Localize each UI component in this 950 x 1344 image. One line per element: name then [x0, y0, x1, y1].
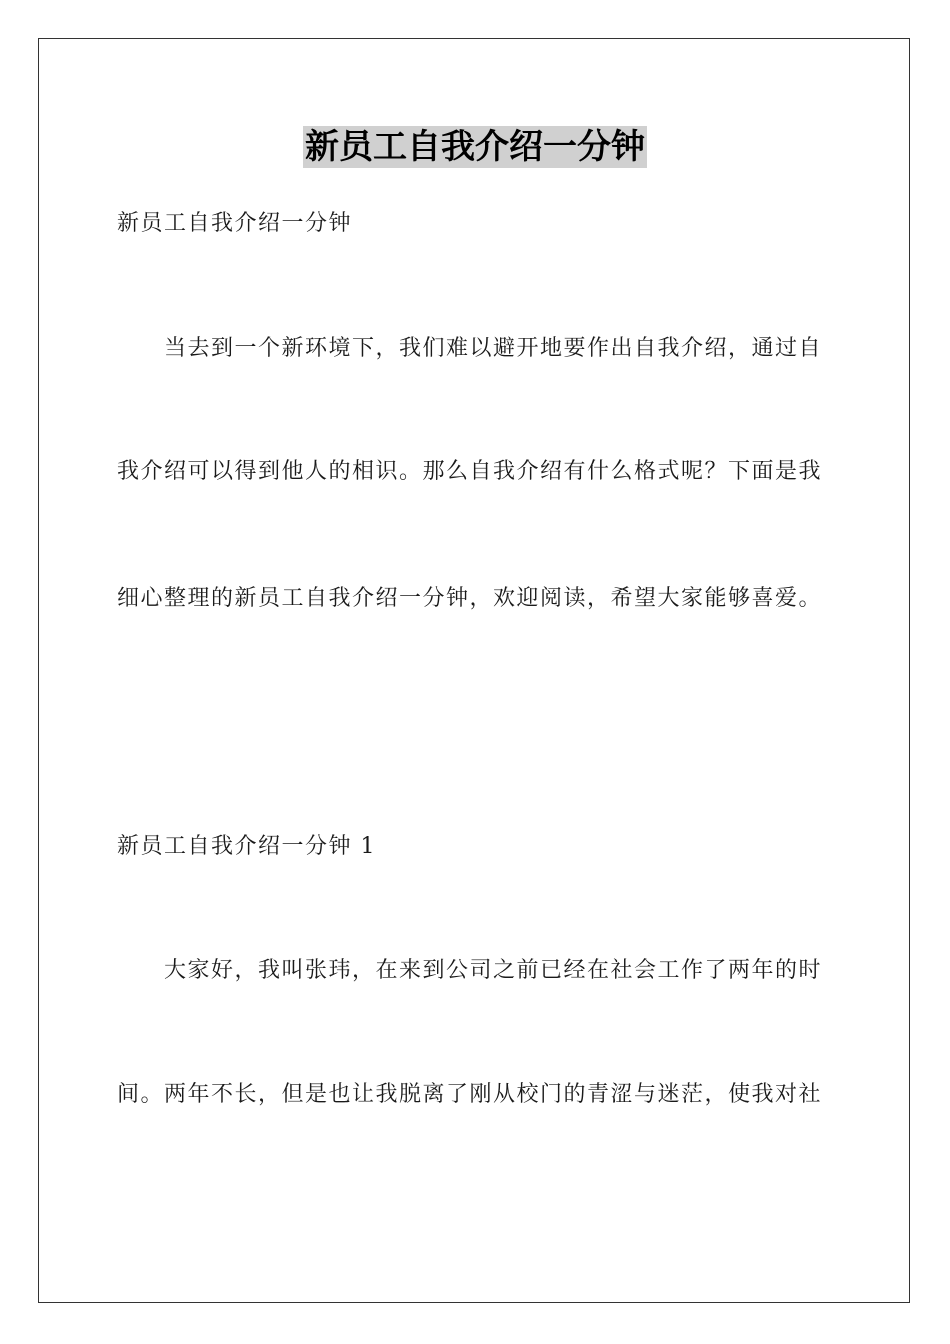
section1-line-1: 大家好，我叫张玮，在来到公司之前已经在社会工作了两年的时: [164, 958, 823, 983]
intro-line-2: 我介绍可以得到他人的相识。那么自我介绍有什么格式呢？下面是我: [117, 459, 823, 484]
title-wrap: [0, 126, 950, 168]
section1-line-2: 间。两年不长，但是也让我脱离了刚从校门的青涩与迷茫，使我对社: [117, 1082, 823, 1107]
section-heading-1: 新员工自我介绍一分钟 1: [117, 834, 376, 859]
document-title: 新员工自我介绍一分钟: [305, 127, 645, 167]
document-subtitle: 新员工自我介绍一分钟: [117, 211, 353, 236]
intro-line-3: 细心整理的新员工自我介绍一分钟，欢迎阅读，希望大家能够喜爱。: [117, 586, 823, 611]
intro-line-1: 当去到一个新环境下，我们难以避开地要作出自我介绍，通过自: [164, 336, 823, 361]
